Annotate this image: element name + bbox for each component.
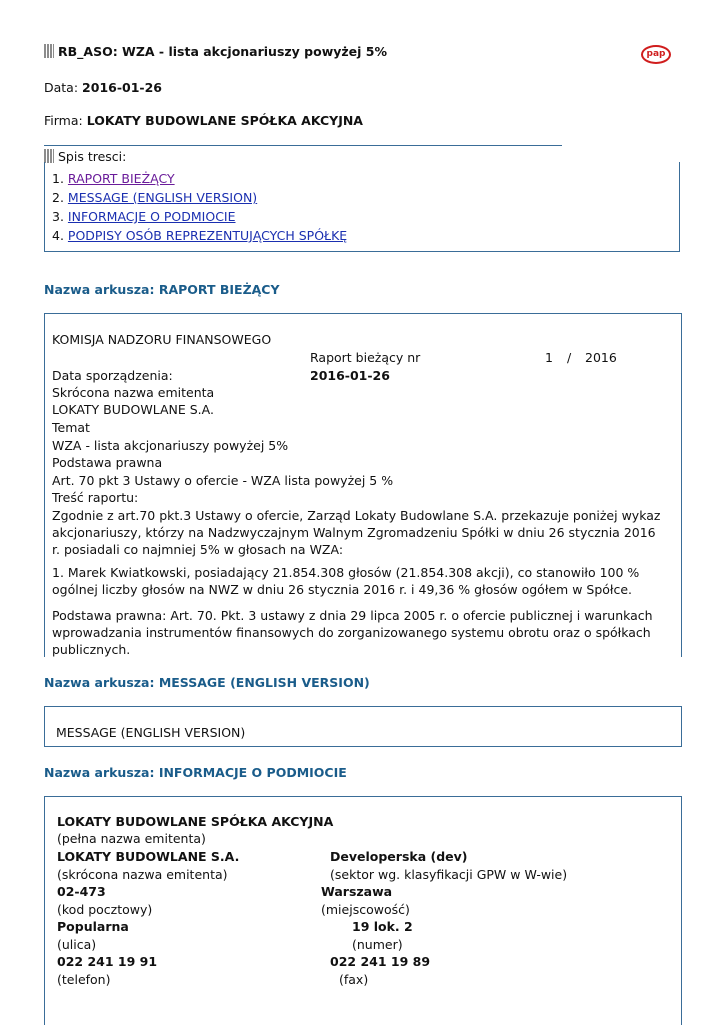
toc-item-4 bbox=[52, 228, 347, 243]
bars-icon bbox=[44, 44, 54, 58]
info-city: Warszawa bbox=[321, 884, 393, 899]
toc-title-text: Spis tresci: bbox=[58, 149, 127, 164]
toc-item-2 bbox=[52, 190, 257, 205]
message-text: MESSAGE (ENGLISH VERSION) bbox=[56, 725, 246, 740]
toc-item-number: 1. bbox=[52, 171, 64, 186]
section-title-message: Nazwa arkusza: MESSAGE (ENGLISH VERSION) bbox=[44, 675, 370, 690]
toc-item-1 bbox=[52, 171, 175, 186]
info-street: Popularna bbox=[57, 919, 129, 934]
info-city-label: (miejscowość) bbox=[321, 902, 410, 917]
info-number-label: (numer) bbox=[352, 937, 403, 952]
report-authority: KOMISJA NADZORU FINANSOWEGO bbox=[52, 332, 272, 347]
info-phone-label: (telefon) bbox=[57, 972, 111, 987]
report-content-label: Treść raportu: bbox=[52, 490, 139, 505]
info-short-name-label: (skrócona nazwa emitenta) bbox=[57, 867, 228, 882]
info-number: 19 lok. 2 bbox=[352, 919, 413, 934]
info-full-name-label: (pełna nazwa emitenta) bbox=[57, 831, 206, 846]
report-short-name: LOKATY BUDOWLANE S.A. bbox=[52, 402, 214, 417]
toc-link-informacje[interactable]: INFORMACJE O PODMIOCIE bbox=[67, 209, 236, 224]
report-short-name-label: Skrócona nazwa emitenta bbox=[52, 385, 215, 400]
info-full-name: LOKATY BUDOWLANE SPÓŁKA AKCYJNA bbox=[57, 814, 334, 829]
report-date-label: Data sporządzenia: bbox=[52, 368, 173, 383]
company-row bbox=[44, 113, 363, 128]
report-subject: WZA - lista akcjonariuszy powyżej 5% bbox=[52, 438, 289, 453]
report-legal-basis-label: Podstawa prawna bbox=[52, 455, 163, 470]
pap-logo: pap bbox=[641, 45, 671, 64]
date-row bbox=[44, 80, 162, 95]
report-year: 2016 bbox=[585, 350, 617, 365]
toc-divider bbox=[44, 145, 562, 146]
report-paragraph-3: Podstawa prawna: Art. 70. Pkt. 3 ustawy z dnia 29 lipca 2005 r. o ofercie publicznej i warunkach wprowadzania instrumentów finansowych do zorganizowanego systemu obrotu oraz o spółkach publicznych. bbox=[52, 608, 653, 657]
section-title-raport: Nazwa arkusza: RAPORT BIEŻĄCY bbox=[44, 282, 280, 297]
toc-link-message[interactable]: MESSAGE (ENGLISH VERSION) bbox=[67, 190, 258, 205]
report-paragraph-1: Zgodnie z art.70 pkt.3 Ustawy o ofercie, Zarząd Lokaty Budowlane S.A. przekazuje poniżej wykaz akcjonariuszy, którzy na Nadzwyczajnym Walnym Zgromadzeniu Spółki w dniu 26 stycznia 2016 r. posiadali co najmniej 5% w głosach na WZA: bbox=[52, 508, 661, 557]
report-number-label: Raport bieżący nr bbox=[310, 350, 421, 365]
report-paragraph-2: 1. Marek Kwiatkowski, posiadający 21.854.308 głosów (21.854.308 akcji), co stanowiło 100 % ogólnej liczby głosów na NWZ w dniu 26 stycznia 2016 r. i 49,36 % głosów ogółem w Spółce. bbox=[52, 565, 640, 597]
date-label: Data: bbox=[44, 80, 79, 95]
info-postal-code: 02-473 bbox=[57, 884, 106, 899]
info-fax: 022 241 19 89 bbox=[330, 954, 431, 969]
toc-item-3 bbox=[52, 209, 236, 224]
company-label: Firma: bbox=[44, 113, 83, 128]
document-title bbox=[44, 44, 387, 59]
report-number-separator: / bbox=[567, 350, 572, 365]
info-sector: Developerska (dev) bbox=[330, 849, 468, 864]
document-title-text: RB_ASO: WZA - lista akcjonariuszy powyżej 5% bbox=[58, 44, 388, 59]
toc-link-podpisy[interactable]: PODPISY OSÓB REPREZENTUJĄCYCH SPÓŁKĘ bbox=[67, 228, 348, 243]
bars-icon bbox=[44, 149, 54, 163]
info-postal-code-label: (kod pocztowy) bbox=[57, 902, 153, 917]
info-street-label: (ulica) bbox=[57, 937, 97, 952]
info-short-name: LOKATY BUDOWLANE S.A. bbox=[57, 849, 240, 864]
toc-link-raport[interactable]: RAPORT BIEŻĄCY bbox=[67, 171, 175, 186]
toc-item-number: 2. bbox=[52, 190, 64, 205]
info-fax-label: (fax) bbox=[339, 972, 369, 987]
report-legal-basis: Art. 70 pkt 3 Ustawy o ofercie - WZA lista powyżej 5 % bbox=[52, 473, 394, 488]
date-value: 2016-01-26 bbox=[82, 80, 163, 95]
company-value: LOKATY BUDOWLANE SPÓŁKA AKCYJNA bbox=[86, 113, 363, 128]
report-number: 1 bbox=[545, 350, 553, 365]
report-date-value: 2016-01-26 bbox=[310, 368, 390, 383]
info-phone: 022 241 19 91 bbox=[57, 954, 158, 969]
info-sector-label: (sektor wg. klasyfikacji GPW w W-wie) bbox=[330, 867, 568, 882]
toc-item-number: 3. bbox=[52, 209, 64, 224]
report-subject-label: Temat bbox=[52, 420, 90, 435]
toc-item-number: 4. bbox=[52, 228, 64, 243]
toc-box bbox=[44, 162, 680, 252]
section-title-informacje: Nazwa arkusza: INFORMACJE O PODMIOCIE bbox=[44, 765, 347, 780]
